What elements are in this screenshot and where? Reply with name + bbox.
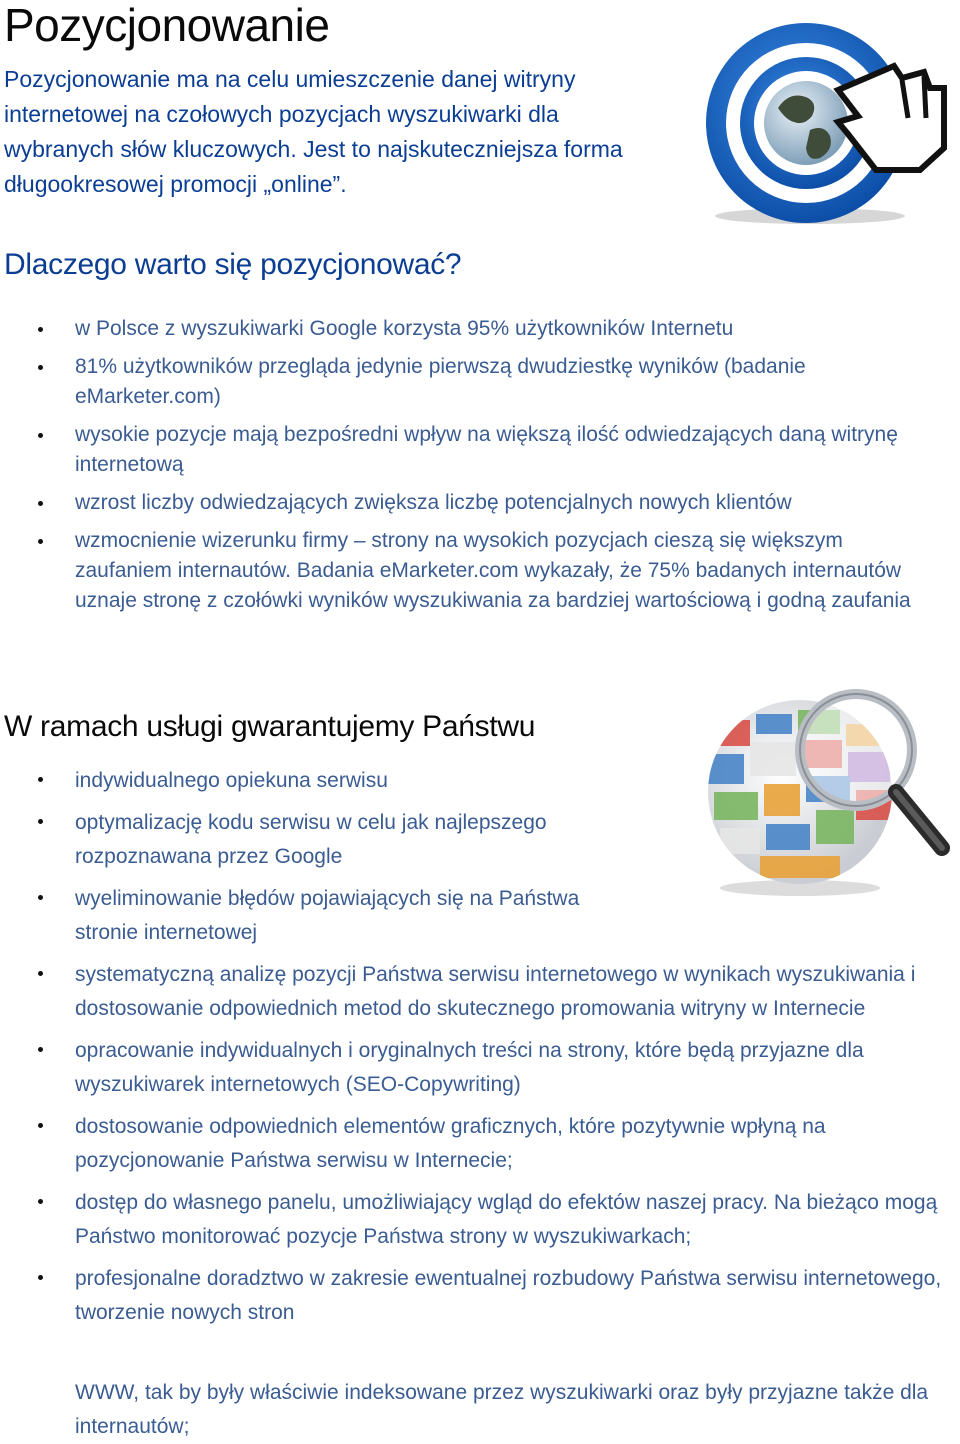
list-item: opracowanie indywidualnych i oryginalnych treści na strony, które będą przyjazne dla wyszukiwarek internetowych (SEO-Copywriting) — [0, 1034, 960, 1102]
list-item: 81% użytkowników przegląda jedynie pierwszą dwudziestkę wyników (badanie eMarketer.com) — [0, 352, 940, 412]
services-trailing-text: WWW, tak by były właściwie indeksowane przez wyszukiwarki oraz były przyjazne także dla internautów; — [75, 1381, 929, 1438]
list-item: systematyczną analizę pozycji Państwa serwisu internetowego w wynikach wyszukiwania i dostosowanie odpowiednich metod do skutecznego promowania witryny w Internecie — [0, 958, 960, 1026]
list-item: wysokie pozycje mają bezpośredni wpływ na większą ilość odwiedzających daną witrynę internetową — [0, 420, 940, 480]
why-heading: Dlaczego warto się pozycjonować? — [4, 248, 462, 281]
list-item: wzrost liczby odwiedzających zwiększa liczbę potencjalnych nowych klientów — [0, 488, 940, 518]
list-item: indywidualnego opiekuna serwisu — [0, 764, 960, 798]
list-item: profesjonalne doradztwo w zakresie ewentualnej rozbudowy Państwa serwisu internetowego, tworzenie nowych stron — [0, 1262, 960, 1330]
services-heading: W ramach usługi gwarantujemy Państwu — [4, 710, 536, 743]
target-globe-cursor-icon — [688, 18, 950, 228]
list-item: dostosowanie odpowiednich elementów graficznych, które pozytywnie wpłyną na pozycjonowanie Państwa serwisu w Internecie; — [0, 1110, 960, 1178]
list-item: wzmocnienie wizerunku firmy – strony na wysokich pozycjach cieszą się większym zaufaniem internautów. Badania eMarketer.com wykazały, że 75% badanych internautów uznaje stronę z czołówki wyników wyszukiwania za bardziej wartościową i godną zaufania — [0, 526, 940, 616]
list-item: optymalizację kodu serwisu w celu jak najlepszego rozpoznawana przez Google — [0, 806, 960, 874]
list-item: wyeliminowanie błędów pojawiających się na Państwa stronie internetowej — [0, 882, 960, 950]
services-list — [0, 764, 960, 1338]
list-item: w Polsce z wyszukiwarki Google korzysta 95% użytkowników Internetu — [0, 314, 940, 344]
why-list — [0, 314, 940, 624]
list-item: dostęp do własnego panelu, umożliwiający wgląd do efektów naszej pracy. Na bieżąco mogą Państwo monitorować pozycje Państwa strony w wyszukiwarkach; — [0, 1186, 960, 1254]
page-title: Pozycjonowanie — [4, 0, 330, 51]
intro-paragraph: Pozycjonowanie ma na celu umieszczenie danej witryny internetowej na czołowych pozycjach wyszukiwarki dla wybranych słów kluczowych. Jest to najskuteczniejsza forma długookresowej promocji „online”. — [4, 66, 623, 197]
